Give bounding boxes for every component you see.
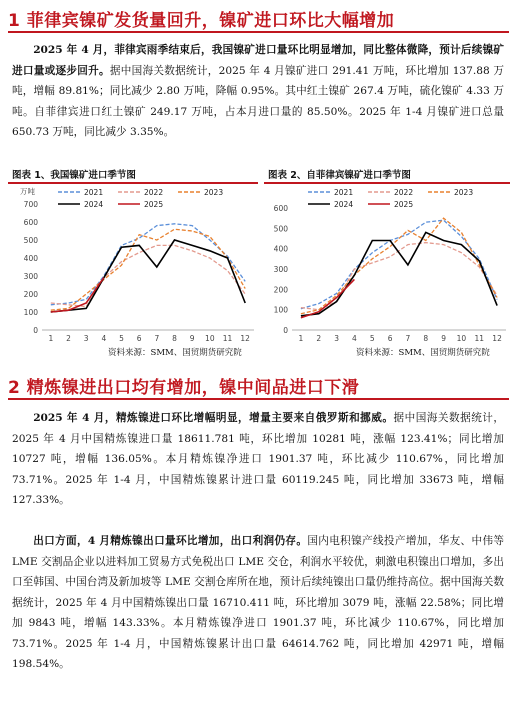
section1-divider <box>8 31 509 33</box>
y-tick-label: 500 <box>273 224 288 234</box>
x-tick-label: 1 <box>48 334 54 343</box>
legend-label-2024: 2024 <box>334 200 354 209</box>
x-tick-label: 4 <box>352 334 357 343</box>
x-tick-label: 11 <box>222 334 233 343</box>
series-line-2022 <box>51 245 245 306</box>
y-tick-label: 0 <box>283 326 288 335</box>
y-tick-label: 600 <box>23 218 38 227</box>
x-tick-label: 3 <box>83 334 89 343</box>
x-tick-label: 5 <box>119 334 124 343</box>
section2-exports-body: 国内电积镍产线投产增加，华友、中伟等 LME 交割品企业以进料加工贸易方式免税出口 LME 交仓，利润水平较优，刺激电积镍出口增加，多出口至韩国、中国台湾及新加坡等 LME 交割仓库所在地，预计后续纯镍出口量仍维持高位。据中国海关数据统计，2025 年 4 月中国精炼镍出口量 16710.411 吨，环比增加 3079 吨，涨幅 22.58%；同比增加 9843 吨，增幅 143.33%。本月精炼镍净进口 1901.37 吨，环比减少 110.67%，同比增加 73.71%。2025 年 1-4 月，中国精炼镍累计出口量 64614.762 吨，同比增加 42971 吨，增幅 198.54%。 <box>12 535 504 670</box>
series-line-2024 <box>51 240 245 312</box>
x-tick-label: 6 <box>387 334 393 343</box>
section2-paragraph-exports <box>12 531 504 675</box>
x-tick-label: 12 <box>492 334 502 343</box>
section2-imports-body: 据中国海关数据统计，2025 年 4 月中国精炼镍进口量 18611.781 吨，环比增加 10281 吨，涨幅 123.41%；同比增加 10727 吨，增幅 136.05%。本月精炼镍净进口 1901.37 吨，环比减少 110.67%，同比增加 73.71%。2025 年 1-4 月，中国精炼镍累计进口量 60119.245 吨，同比增加 33673 吨，增幅 127.33%。 <box>12 412 504 506</box>
y-axis-unit-label: 万吨 <box>20 187 35 196</box>
legend-label-2025: 2025 <box>394 200 414 209</box>
x-tick-label: 7 <box>405 334 411 343</box>
chart-nickel-ore-imports <box>8 184 260 344</box>
figure1-source: 资料来源：SMM、国贸期货研究院 <box>108 348 242 358</box>
y-tick-label: 300 <box>23 272 38 281</box>
x-tick-label: 2 <box>66 334 71 343</box>
section2-imports-lead: 2025 年 4 月，精炼镍进口环比增幅明显，增量主要来自俄罗斯和挪威。 <box>33 412 394 424</box>
section2-heading: 2 精炼镍进出口均有增加，镍中间品进口下滑 <box>8 378 360 398</box>
chart-philippines-nickel-ore-imports <box>264 184 512 344</box>
legend-label-2023: 2023 <box>454 188 474 197</box>
series-line-2025 <box>51 278 104 312</box>
y-tick-label: 0 <box>33 326 38 335</box>
x-tick-label: 11 <box>474 334 485 343</box>
y-tick-label: 100 <box>23 308 38 317</box>
x-tick-label: 3 <box>334 334 339 343</box>
series-line-2021 <box>301 220 497 309</box>
y-tick-label: 300 <box>273 265 288 274</box>
section2-divider <box>8 398 509 400</box>
y-tick-label: 600 <box>273 204 288 213</box>
x-tick-label: 10 <box>205 334 215 343</box>
y-tick-label: 200 <box>273 285 288 295</box>
x-tick-label: 5 <box>369 334 375 343</box>
section1-lead: 2025 年 4 月，菲律宾雨季结束后，我国镍矿进口量环比明显增加，同比整体微降，预计后续镍矿进口量或逐步回升。 <box>12 44 504 77</box>
series-line-2023 <box>301 218 497 314</box>
figure2-source: 资料来源：SMM、国贸期货研究院 <box>356 348 490 358</box>
y-tick-label: 400 <box>23 254 38 263</box>
y-tick-label: 400 <box>273 244 288 254</box>
figure2-title: 图表 2、自菲律宾镍矿进口季节图 <box>268 170 411 181</box>
legend-label-2021: 2021 <box>84 188 104 197</box>
x-tick-label: 10 <box>456 334 467 343</box>
legend-label-2022: 2022 <box>394 188 414 197</box>
legend-label-2024: 2024 <box>84 200 104 209</box>
series-line-2021 <box>51 224 245 305</box>
legend-label-2022: 2022 <box>144 188 164 197</box>
x-tick-label: 9 <box>189 334 195 343</box>
x-tick-label: 12 <box>240 334 250 343</box>
y-tick-label: 700 <box>23 200 38 209</box>
x-tick-label: 9 <box>441 334 446 343</box>
y-tick-label: 500 <box>23 236 38 245</box>
section1-body: 据中国海关数据统计，2025 年 4 月镍矿进口 291.41 万吨，环比增加 137.88 万吨，增幅 89.81%；同比减少 2.80 万吨，降幅 0.95%。其中红土镍矿 267.4 万吨，硫化镍矿 4.33 万吨。自菲律宾进口红土镍矿 249.17 万吨，占本月进口量的 85.50%。2025 年 1-4 月镍矿进口总量 650.73 万吨，同比减少 3.35%。 <box>12 64 505 138</box>
figure1-title: 图表 1、我国镍矿进口季节图 <box>12 170 136 181</box>
y-tick-label: 200 <box>23 290 38 299</box>
section2-paragraph-imports <box>12 408 504 511</box>
section1-heading: 1 菲律宾镍矿发货量回升，镍矿进口环比大幅增加 <box>8 11 395 31</box>
section2-exports-lead: 出口方面，4 月精炼镍出口量环比增加，出口利润仍存。 <box>33 535 308 547</box>
legend-label-2021: 2021 <box>334 188 354 197</box>
x-tick-label: 8 <box>423 334 429 343</box>
section1-paragraph <box>12 40 504 143</box>
series-line-2023 <box>51 229 245 310</box>
legend-label-2023: 2023 <box>204 188 224 197</box>
x-tick-label: 6 <box>136 334 142 343</box>
y-tick-label: 100 <box>273 305 288 315</box>
legend-label-2025: 2025 <box>144 200 164 209</box>
x-tick-label: 4 <box>101 334 107 343</box>
x-tick-label: 1 <box>298 334 304 343</box>
x-tick-label: 8 <box>172 334 177 343</box>
x-tick-label: 2 <box>316 334 322 343</box>
x-tick-label: 7 <box>154 334 160 343</box>
